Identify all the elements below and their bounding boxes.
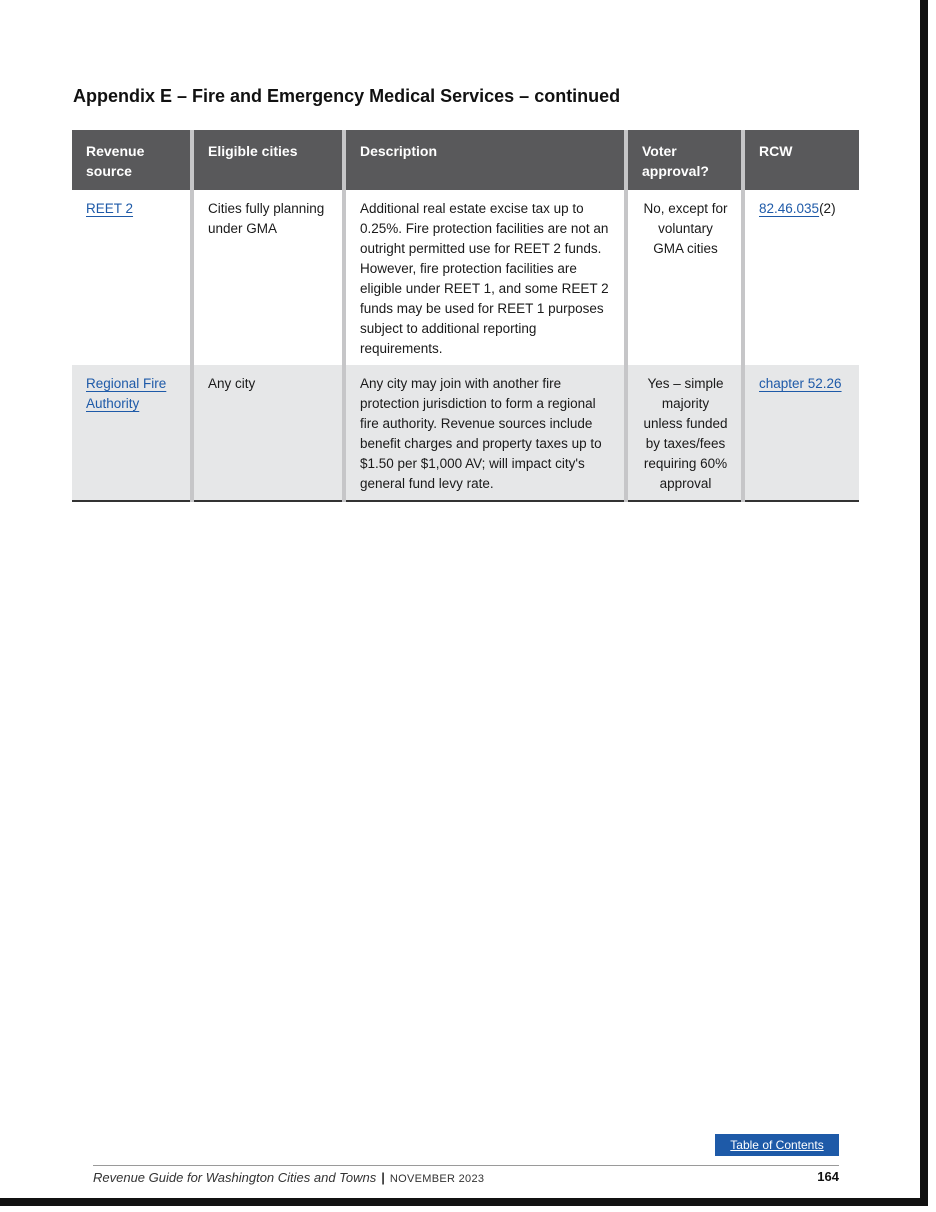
revenue-source-link[interactable]: Regional Fire Authority <box>86 376 167 411</box>
voter-approval-cell: Yes – simple majority unless funded by taxes/fees requiring 60% approval <box>626 365 743 501</box>
rcw-link[interactable]: 82.46.035 <box>759 201 820 216</box>
footer-separator: | <box>381 1170 385 1185</box>
revenue-source-cell <box>72 190 192 365</box>
eligible-cities-cell: Cities fully planning under GMA <box>192 190 344 365</box>
header-revenue-source: Revenue source <box>72 130 192 190</box>
header-rcw: RCW <box>743 130 859 190</box>
revenue-source-cell <box>72 365 192 501</box>
revenue-source-link[interactable]: REET 2 <box>86 201 134 216</box>
rcw-cell <box>743 365 859 501</box>
revenue-table <box>72 130 859 502</box>
rcw-suffix: (2) <box>819 201 836 216</box>
description-cell: Additional real estate excise tax up to 0.25%. Fire protection facilities are not an outright permitted use for REET 2 funds. However, fire protection facilities are eligible under REET 1, and some REET 2 funds may be used for REET 1 purposes subject to additional reporting requirements. <box>344 190 626 365</box>
eligible-cities-cell: Any city <box>192 365 344 501</box>
footer-date: NOVEMBER 2023 <box>389 1173 485 1185</box>
header-eligible-cities: Eligible cities <box>192 130 344 190</box>
table-row <box>72 365 859 501</box>
header-voter-approval: Voter approval? <box>626 130 743 190</box>
rcw-cell <box>743 190 859 365</box>
description-cell: Any city may join with another fire protection jurisdiction to form a regional fire authority. Revenue sources include benefit charges and property taxes up to $1.50 per $1,000 AV; will impact city's general fund levy rate. <box>344 365 626 501</box>
table-header-row <box>72 130 859 190</box>
footer-guide-info <box>93 1170 484 1185</box>
page-number: 164 <box>817 1169 839 1184</box>
rcw-link[interactable]: chapter 52.26 <box>759 376 842 391</box>
footer-divider <box>93 1165 839 1166</box>
table-of-contents-button[interactable]: Table of Contents <box>715 1134 839 1156</box>
page-title: Appendix E – Fire and Emergency Medical Services – continued <box>73 86 621 106</box>
header-description: Description <box>344 130 626 190</box>
voter-approval-cell: No, except for voluntary GMA cities <box>626 190 743 365</box>
table-row <box>72 190 859 365</box>
footer-guide-title: Revenue Guide for Washington Cities and Towns <box>93 1170 377 1185</box>
